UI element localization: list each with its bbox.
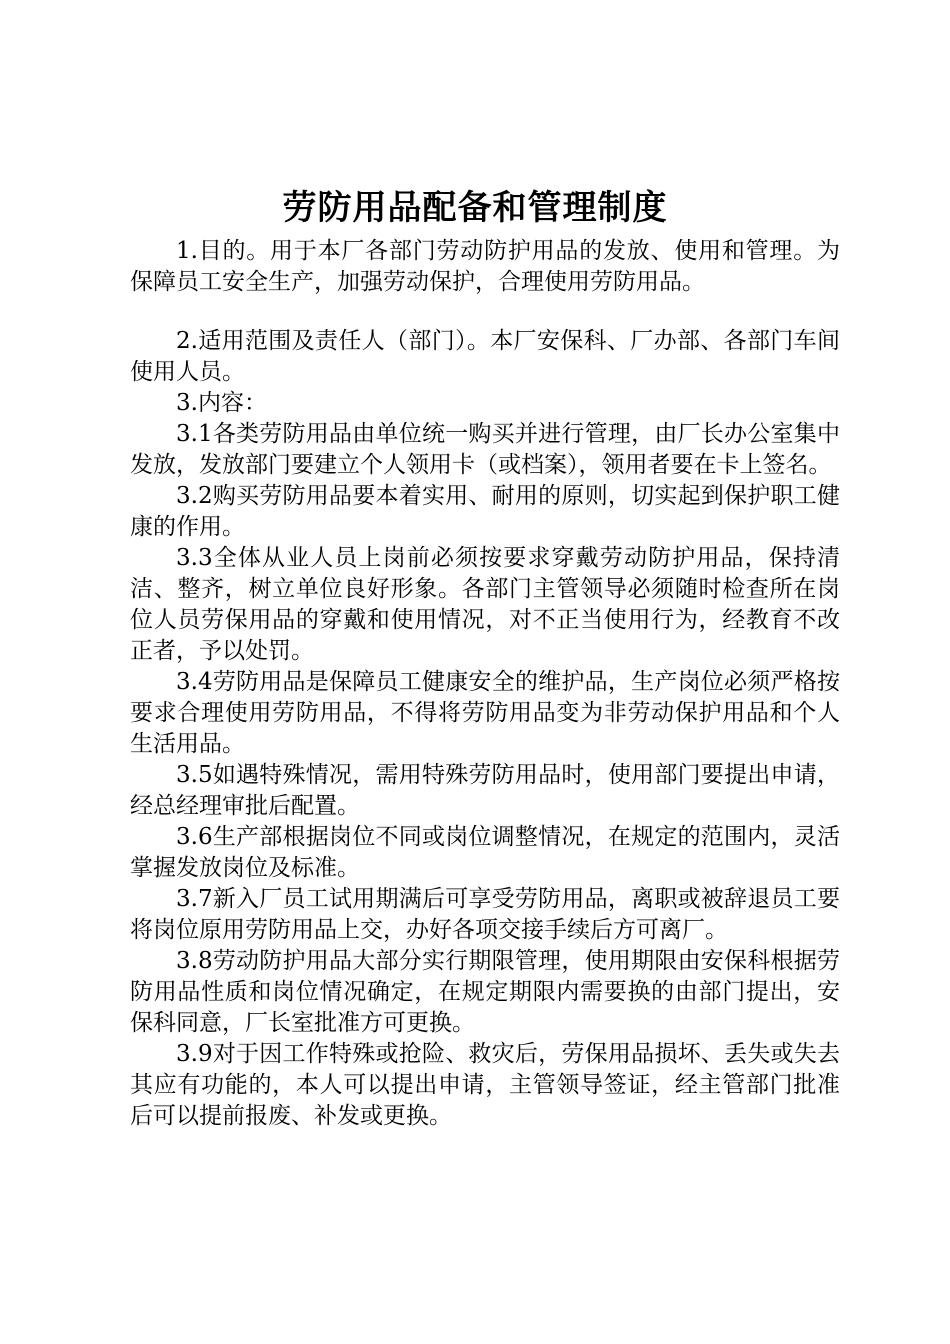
paragraph-purpose: 1.目的。用于本厂各部门劳动防护用品的发放、使用和管理。为保障员工安全生产，加强劳动保护，合理使用劳防用品。 xyxy=(130,238,840,295)
paragraph-3-9: 3.9对于因工作特殊或抢险、救灾后，劳保用品损坏、丢失或失去其应有功能的，本人可以提出申请，主管领导签证，经主管部门批准后可以提前报废、补发或更换。 xyxy=(130,1041,840,1129)
paragraph-3-2: 3.2购买劳防用品要本着实用、耐用的原则，切实起到保护职工健康的作用。 xyxy=(130,483,840,540)
paragraph-3-3: 3.3全体从业人员上岗前必须按要求穿戴劳动防护用品，保持清洁、整齐，树立单位良好形象。各部门主管领导必须随时检查所在岗位人员劳保用品的穿戴和使用情况，对不正当使用行为，经教育不改正者，予以处罚。 xyxy=(130,545,840,664)
paragraph-3-4: 3.4劳防用品是保障员工健康安全的维护品，生产岗位必须严格按要求合理使用劳防用品，不得将劳防用品变为非劳动保护用品和个人生活用品。 xyxy=(130,669,840,757)
paragraph-scope: 2.适用范围及责任人（部门）。本厂安保科、厂办部、各部门车间使用人员。 xyxy=(130,328,840,385)
paragraph-3-1: 3.1各类劳防用品由单位统一购买并进行管理，由厂长办公室集中发放，发放部门要建立个人领用卡（或档案），领用者要在卡上签名。 xyxy=(130,421,840,478)
paragraph-3-5: 3.5如遇特殊情况，需用特殊劳防用品时，使用部门要提出申请，经总经理审批后配置。 xyxy=(130,762,840,819)
paragraph-3-7: 3.7新入厂员工试用期满后可享受劳防用品，离职或被辞退员工要将岗位原用劳防用品上交，办好各项交接手续后方可离厂。 xyxy=(130,886,840,943)
document-title: 劳防用品配备和管理制度 xyxy=(282,188,668,228)
paragraph-content-heading: 3.内容： xyxy=(176,390,267,416)
paragraph-3-8: 3.8劳动防护用品大部分实行期限管理，使用期限由安保科根据劳防用品性质和岗位情况确定，在规定期限内需要换的由部门提出，安保科同意，厂长室批准方可更换。 xyxy=(130,948,840,1036)
document-body xyxy=(130,236,840,1132)
paragraph-3-6: 3.6生产部根据岗位不同或岗位调整情况，在规定的范围内，灵活掌握发放岗位及标准。 xyxy=(130,824,840,881)
